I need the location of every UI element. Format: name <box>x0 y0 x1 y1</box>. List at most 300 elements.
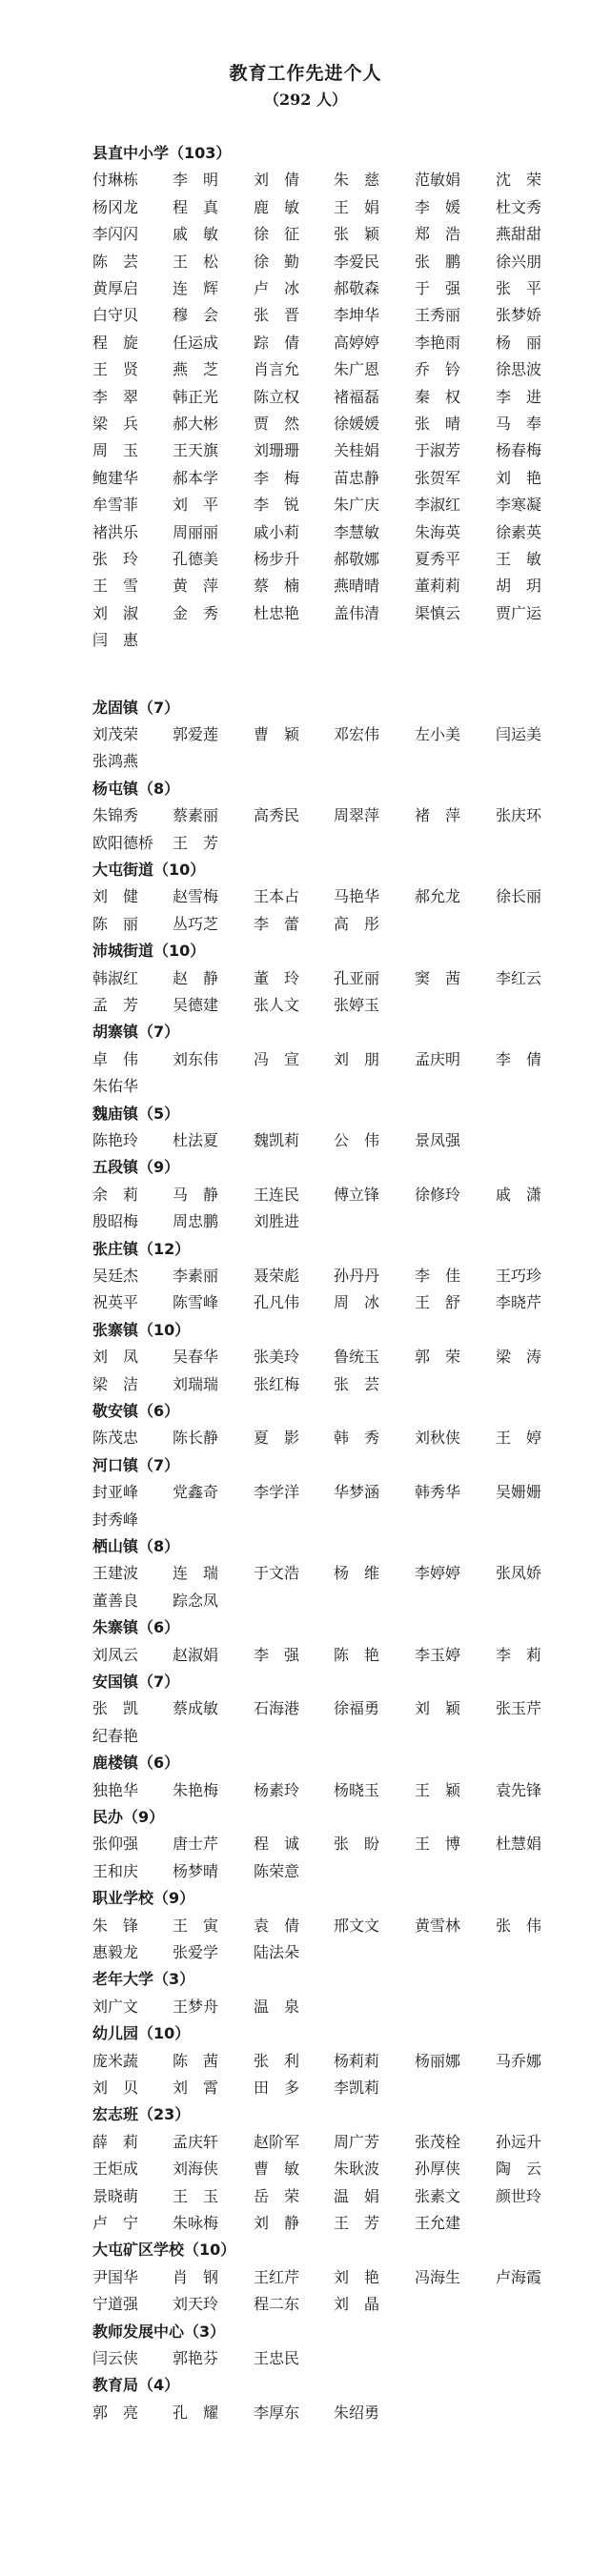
person-name: 余 莉 <box>92 1185 139 1204</box>
group-title: 县直中小学（103） <box>92 144 232 162</box>
group-title: 宏志班（23） <box>92 2105 191 2124</box>
person-name: 韩 秀 <box>334 1429 380 1448</box>
person-name: 孙厚侠 <box>415 2160 461 2179</box>
person-name: 孟 芳 <box>92 996 139 1014</box>
person-name: 程二东 <box>254 2295 300 2314</box>
person-name: 穆 会 <box>173 306 219 325</box>
person-name: 刘 艳 <box>496 468 542 487</box>
person-name: 刘 静 <box>254 2214 300 2232</box>
person-name: 冯 宣 <box>254 1049 300 1068</box>
person-name: 褚福磊 <box>334 387 380 406</box>
person-name: 陈荣意 <box>254 1861 300 1880</box>
person-name: 朱 锋 <box>92 1916 139 1935</box>
person-name: 郝允龙 <box>415 887 461 906</box>
person-name: 王 颖 <box>415 1780 461 1799</box>
person-name: 牟雪菲 <box>92 496 139 515</box>
person-name: 蔡 楠 <box>254 577 300 596</box>
person-name: 刘瑞瑞 <box>173 1374 219 1393</box>
person-name: 董莉莉 <box>415 577 461 596</box>
person-name: 黄厚启 <box>92 279 139 297</box>
group-title: 幼儿园（10） <box>92 2024 191 2043</box>
person-name: 冯海生 <box>415 2267 461 2286</box>
person-name: 陈 芸 <box>92 252 139 271</box>
person-name: 夏 影 <box>254 1429 300 1448</box>
person-name: 韩正光 <box>173 387 219 406</box>
person-name: 徐素英 <box>496 522 542 541</box>
person-name: 尹国华 <box>92 2267 139 2286</box>
person-name: 刘 凤 <box>92 1348 139 1367</box>
person-name: 杨素玲 <box>254 1780 300 1799</box>
person-name: 吴春华 <box>173 1348 219 1367</box>
person-name: 田 多 <box>254 2079 300 2097</box>
person-name: 石海港 <box>254 1699 300 1718</box>
person-name: 刘 倩 <box>254 171 300 190</box>
person-name: 刘 颖 <box>415 1699 461 1718</box>
person-name: 刘 艳 <box>334 2267 380 2286</box>
person-name: 张玉芹 <box>496 1699 542 1718</box>
person-name: 朱 慈 <box>334 171 380 190</box>
person-name: 张庆环 <box>496 806 542 825</box>
person-name: 沈 荣 <box>496 171 542 190</box>
group-title: 鹿楼镇（6） <box>92 1754 180 1773</box>
person-name: 景晓萌 <box>92 2186 139 2205</box>
person-name: 杨晓玉 <box>334 1780 380 1799</box>
person-name: 王 舒 <box>415 1293 461 1312</box>
person-name: 张 晴 <box>415 415 461 433</box>
person-name: 张 盼 <box>334 1835 380 1854</box>
person-name: 鲁统玉 <box>334 1348 380 1367</box>
person-name: 卢海霞 <box>496 2267 542 2286</box>
person-name: 夏秀平 <box>415 550 461 568</box>
person-name: 华梦涵 <box>334 1483 380 1502</box>
person-name: 王红芹 <box>254 2267 300 2286</box>
person-name: 王梦舟 <box>173 1997 219 2016</box>
person-name: 王本占 <box>254 887 300 906</box>
person-name: 王 芳 <box>334 2214 380 2232</box>
group-title: 沛城街道（10） <box>92 942 206 961</box>
person-name: 宁道强 <box>92 2295 139 2314</box>
person-name: 李淑红 <box>415 496 461 515</box>
person-name: 王巧珍 <box>496 1267 542 1285</box>
person-name: 张贺军 <box>415 468 461 487</box>
person-name: 赵雪梅 <box>173 887 219 906</box>
person-name: 周翠萍 <box>334 806 380 825</box>
person-name: 陈立权 <box>254 387 300 406</box>
person-name: 郝本学 <box>173 468 219 487</box>
group-title: 杨屯镇（8） <box>92 779 180 798</box>
person-name: 王 博 <box>415 1835 461 1854</box>
person-name: 董 玲 <box>254 968 300 987</box>
person-name: 褚 萍 <box>415 806 461 825</box>
person-name: 梁 兵 <box>92 415 139 433</box>
person-name: 刘 朋 <box>334 1049 380 1068</box>
person-name: 杨冈龙 <box>92 197 139 216</box>
person-name: 吴廷杰 <box>92 1267 139 1285</box>
person-name: 朱咏梅 <box>173 2214 219 2232</box>
person-name: 刘 霄 <box>173 2079 219 2097</box>
person-name: 白守贝 <box>92 306 139 325</box>
person-name: 刘 淑 <box>92 603 139 622</box>
person-name: 李艳雨 <box>415 333 461 352</box>
person-name: 戚小莉 <box>254 522 300 541</box>
group-title: 胡寨镇（7） <box>92 1023 180 1042</box>
group-title: 朱寨镇（6） <box>92 1618 180 1637</box>
person-name: 张婷玉 <box>334 996 380 1014</box>
person-name: 王允建 <box>415 2214 461 2232</box>
person-name: 任运成 <box>173 333 219 352</box>
person-name: 刘珊珊 <box>254 441 300 460</box>
person-name: 鲍建华 <box>92 468 139 487</box>
person-name: 周 冰 <box>334 1293 380 1312</box>
person-name: 欧阳德桥 <box>92 833 154 852</box>
group-title: 张庄镇（12） <box>92 1239 191 1258</box>
person-name: 王炬成 <box>92 2160 139 2179</box>
person-name: 孟庆轩 <box>173 2132 219 2151</box>
person-name: 李 明 <box>173 171 219 190</box>
person-name: 杜忠艳 <box>254 603 300 622</box>
person-name: 王 寅 <box>173 1916 219 1935</box>
person-name: 王 娟 <box>334 197 380 216</box>
person-name: 祝英平 <box>92 1293 139 1312</box>
person-name: 王 雪 <box>92 577 139 596</box>
person-name: 杨 丽 <box>496 333 542 352</box>
person-name: 王 芳 <box>173 833 219 852</box>
person-name: 周 玉 <box>92 441 139 460</box>
document-title: 教育工作先进个人 <box>229 63 382 84</box>
person-name: 刘秋侠 <box>415 1429 461 1448</box>
person-name: 李 媛 <box>415 197 461 216</box>
person-name: 赵淑娟 <box>173 1645 219 1664</box>
person-name: 于文浩 <box>254 1564 300 1583</box>
person-name: 李坤华 <box>334 306 380 325</box>
person-name: 周丽丽 <box>173 522 219 541</box>
person-name: 独艳华 <box>92 1780 139 1799</box>
person-name: 王建波 <box>92 1564 139 1583</box>
person-name: 徐长丽 <box>496 887 542 906</box>
person-name: 陆法朵 <box>254 1943 300 1961</box>
person-name: 徐 征 <box>254 225 300 244</box>
group-title: 张寨镇（10） <box>92 1320 191 1339</box>
person-name: 邢文文 <box>334 1916 380 1935</box>
person-name: 戚 敏 <box>173 225 219 244</box>
person-name: 程 真 <box>173 197 219 216</box>
person-name: 朱海英 <box>415 522 461 541</box>
person-name: 李慧敏 <box>334 522 380 541</box>
person-name: 孙丹丹 <box>334 1267 380 1285</box>
person-name: 温 泉 <box>254 1997 300 2016</box>
person-name: 张凤娇 <box>496 1564 542 1583</box>
person-name: 封亚峰 <box>92 1483 139 1502</box>
person-name: 李 梅 <box>254 468 300 487</box>
group-title: 魏庙镇（5） <box>92 1104 180 1123</box>
group-title: 老年大学（3） <box>92 1970 195 1989</box>
person-name: 肖言允 <box>254 360 300 379</box>
person-name: 张 鹏 <box>415 252 461 271</box>
person-name: 刘凤云 <box>92 1645 139 1664</box>
person-name: 闫运美 <box>496 725 542 743</box>
person-name: 褚洪乐 <box>92 522 139 541</box>
person-name: 李 倩 <box>496 1049 542 1068</box>
person-name: 陈 丽 <box>92 914 139 933</box>
person-name: 郝敬森 <box>334 279 380 297</box>
person-name: 张 凯 <box>92 1699 139 1718</box>
person-name: 杨步升 <box>254 550 300 568</box>
group-title: 大屯街道（10） <box>92 861 206 879</box>
person-name: 李 翠 <box>92 387 139 406</box>
person-name: 朱锦秀 <box>92 806 139 825</box>
person-name: 张红梅 <box>254 1374 300 1393</box>
person-name: 徐思波 <box>496 360 542 379</box>
person-name: 郭 亮 <box>92 2403 139 2422</box>
person-name: 郭爱莲 <box>173 725 219 743</box>
person-name: 杨丽娜 <box>415 2051 461 2070</box>
person-name: 程 诚 <box>254 1835 300 1854</box>
group-title: 河口镇（7） <box>92 1455 180 1474</box>
person-name: 燕甜甜 <box>496 225 542 244</box>
person-name: 朱佑华 <box>92 1077 139 1096</box>
person-name: 张 颖 <box>334 225 380 244</box>
group-title: 教师发展中心（3） <box>92 2322 226 2341</box>
person-name: 刘 健 <box>92 887 139 906</box>
person-name: 杜文秀 <box>496 197 542 216</box>
person-name: 孟庆明 <box>415 1049 461 1068</box>
person-name: 李婷婷 <box>415 1564 461 1583</box>
person-name: 王 松 <box>173 252 219 271</box>
person-name: 惠毅龙 <box>92 1943 139 1961</box>
person-name: 杨 维 <box>334 1564 380 1583</box>
document-subtitle: （292 人） <box>264 91 347 109</box>
person-name: 公 伟 <box>334 1131 380 1149</box>
person-name: 李玉婷 <box>415 1645 461 1664</box>
person-name: 连 瑞 <box>173 1564 219 1583</box>
person-name: 刘东伟 <box>173 1049 219 1068</box>
person-name: 吴姗姗 <box>496 1483 542 1502</box>
person-name: 刘 贝 <box>92 2079 139 2097</box>
person-name: 高婷婷 <box>334 333 380 352</box>
group-title: 教育局（4） <box>92 2376 180 2395</box>
group-title: 五段镇（9） <box>92 1158 180 1177</box>
person-name: 陈 艳 <box>334 1645 380 1664</box>
person-name: 李 莉 <box>496 1645 542 1664</box>
person-name: 张 平 <box>496 279 542 297</box>
person-name: 李 锐 <box>254 496 300 515</box>
person-name: 薛 莉 <box>92 2132 139 2151</box>
group-title: 龙固镇（7） <box>92 698 180 717</box>
person-name: 王 贤 <box>92 360 139 379</box>
person-name: 张 芸 <box>334 1374 380 1393</box>
person-name: 肖 钢 <box>173 2267 219 2286</box>
person-name: 袁先锋 <box>496 1780 542 1799</box>
person-name: 张 晋 <box>254 306 300 325</box>
person-name: 郑 浩 <box>415 225 461 244</box>
person-name: 曹 敏 <box>254 2160 300 2179</box>
person-name: 刘胜进 <box>254 1212 300 1231</box>
person-name: 杨梦晴 <box>173 1861 219 1880</box>
person-name: 乔 钤 <box>415 360 461 379</box>
person-name: 殷昭梅 <box>92 1212 139 1231</box>
person-name: 关桂娟 <box>334 441 380 460</box>
person-name: 张爱学 <box>173 1943 219 1961</box>
person-name: 孔亚丽 <box>334 968 380 987</box>
person-name: 范敏娟 <box>415 171 461 190</box>
person-name: 赵阶军 <box>254 2132 300 2151</box>
person-name: 王秀丽 <box>415 306 461 325</box>
person-name: 封秀峰 <box>92 1510 139 1529</box>
person-name: 朱绍勇 <box>334 2403 380 2422</box>
person-name: 闫云侠 <box>92 2349 139 2367</box>
person-name: 连 辉 <box>173 279 219 297</box>
person-name: 金 秀 <box>173 603 219 622</box>
person-name: 岳 荣 <box>254 2186 300 2205</box>
person-name: 王天旗 <box>173 441 219 460</box>
person-name: 纪春艳 <box>92 1726 139 1745</box>
group-title: 安国镇（7） <box>92 1673 180 1691</box>
person-name: 陈艳玲 <box>92 1131 139 1149</box>
person-name: 朱耿波 <box>334 2160 380 2179</box>
person-name: 袁 倩 <box>254 1916 300 1935</box>
person-name: 卢 宁 <box>92 2214 139 2232</box>
person-name: 魏凯莉 <box>254 1131 300 1149</box>
person-name: 黄 萍 <box>173 577 219 596</box>
person-name: 陈雪峰 <box>173 1293 219 1312</box>
person-name: 陶 云 <box>496 2160 542 2179</box>
person-name: 马 奉 <box>496 415 542 433</box>
person-name: 于 强 <box>415 279 461 297</box>
person-name: 张 玲 <box>92 550 139 568</box>
person-name: 孔凡伟 <box>254 1293 300 1312</box>
person-name: 王连民 <box>254 1185 300 1204</box>
person-name: 李闪闪 <box>92 225 139 244</box>
person-name: 王和庆 <box>92 1861 139 1880</box>
person-name: 张仰强 <box>92 1835 139 1854</box>
group-title: 敬安镇（6） <box>92 1402 180 1420</box>
person-name: 李凯莉 <box>334 2079 380 2097</box>
person-name: 高 彤 <box>334 914 380 933</box>
person-name: 踪 倩 <box>254 333 300 352</box>
person-name: 张人文 <box>254 996 300 1014</box>
group-title: 栖山镇（8） <box>92 1537 180 1555</box>
person-name: 徐福勇 <box>334 1699 380 1718</box>
person-name: 傅立锋 <box>334 1185 380 1204</box>
person-name: 燕晴晴 <box>334 577 380 596</box>
person-name: 徐媛媛 <box>334 415 380 433</box>
person-name: 蔡成敏 <box>173 1699 219 1718</box>
group-title: 民办（9） <box>92 1808 165 1826</box>
person-name: 高秀民 <box>254 806 300 825</box>
person-name: 周忠鹏 <box>173 1212 219 1231</box>
person-name: 朱广庆 <box>334 496 380 515</box>
person-name: 马乔娜 <box>496 2051 542 2070</box>
person-name: 张梦娇 <box>496 306 542 325</box>
person-name: 张 利 <box>254 2051 300 2070</box>
person-name: 卓 伟 <box>92 1049 139 1068</box>
person-name: 陈长静 <box>173 1429 219 1448</box>
person-name: 燕 芝 <box>173 360 219 379</box>
person-name: 邓宏伟 <box>334 725 380 743</box>
person-name: 蔡素丽 <box>173 806 219 825</box>
person-name: 李学洋 <box>254 1483 300 1502</box>
person-name: 赵 静 <box>173 968 219 987</box>
person-name: 韩秀华 <box>415 1483 461 1502</box>
person-name: 秦 权 <box>415 387 461 406</box>
person-name: 李 蕾 <box>254 914 300 933</box>
person-name: 李红云 <box>496 968 542 987</box>
person-name: 王 敏 <box>496 550 542 568</box>
person-name: 党鑫奇 <box>173 1483 219 1502</box>
person-name: 李厚东 <box>254 2403 300 2422</box>
person-name: 李 进 <box>496 387 542 406</box>
person-name: 吴德建 <box>173 996 219 1014</box>
group-title: 大屯矿区学校（10） <box>92 2241 236 2260</box>
person-name: 程 旋 <box>92 333 139 352</box>
person-name: 刘广文 <box>92 1997 139 2016</box>
person-name: 渠慎云 <box>415 603 461 622</box>
person-name: 刘 平 <box>173 496 219 515</box>
person-name: 胡 玥 <box>496 577 542 596</box>
person-name: 陈 茜 <box>173 2051 219 2070</box>
person-name: 贾 然 <box>254 415 300 433</box>
person-name: 聂荣彪 <box>254 1267 300 1285</box>
person-name: 庞米蔬 <box>92 2051 139 2070</box>
person-name: 刘天玲 <box>173 2295 219 2314</box>
person-name: 刘 晶 <box>334 2295 380 2314</box>
person-name: 周广芳 <box>334 2132 380 2151</box>
person-name: 戚 潇 <box>496 1185 542 1204</box>
person-name: 贾广运 <box>496 603 542 622</box>
person-name: 马 静 <box>173 1185 219 1204</box>
person-name: 徐兴朋 <box>496 252 542 271</box>
person-name: 韩淑红 <box>92 968 139 987</box>
person-name: 张 伟 <box>496 1916 542 1935</box>
person-name: 郝敬娜 <box>334 550 380 568</box>
person-name: 颜世玲 <box>496 2186 542 2205</box>
person-name: 王 婷 <box>496 1429 542 1448</box>
person-name: 王忠民 <box>254 2349 300 2367</box>
person-name: 唐士芹 <box>173 1835 219 1854</box>
group-title: 职业学校（9） <box>92 1889 195 1908</box>
person-name: 张素文 <box>415 2186 461 2205</box>
person-name: 张美玲 <box>254 1348 300 1367</box>
person-name: 梁 涛 <box>496 1348 542 1367</box>
person-name: 左小美 <box>415 725 461 743</box>
person-name: 闫 惠 <box>92 631 139 650</box>
person-name: 卢 冰 <box>254 279 300 297</box>
person-name: 温 娟 <box>334 2186 380 2205</box>
person-name: 李素丽 <box>173 1267 219 1285</box>
person-name: 景凤强 <box>415 1131 461 1149</box>
person-name: 李爱民 <box>334 252 380 271</box>
person-name: 杨莉莉 <box>334 2051 380 2070</box>
person-name: 踪念凤 <box>173 1591 219 1610</box>
person-name: 朱艳梅 <box>173 1780 219 1799</box>
person-name: 孔 耀 <box>173 2403 219 2422</box>
person-name: 苗忠静 <box>334 468 380 487</box>
person-name: 曹 颖 <box>254 725 300 743</box>
person-name: 李 佳 <box>415 1267 461 1285</box>
person-name: 盖伟清 <box>334 603 380 622</box>
person-name: 郭艳芬 <box>173 2349 219 2367</box>
person-name: 董善良 <box>92 1591 139 1610</box>
person-name: 李寒凝 <box>496 496 542 515</box>
person-name: 张茂栓 <box>415 2132 461 2151</box>
person-name: 马艳华 <box>334 887 380 906</box>
person-name: 郭 荣 <box>415 1348 461 1367</box>
person-name: 杜慧娟 <box>496 1835 542 1854</box>
person-name: 黄雪林 <box>415 1916 461 1935</box>
person-name: 于淑芳 <box>415 441 461 460</box>
person-name: 窦 茜 <box>415 968 461 987</box>
person-name: 梁 洁 <box>92 1374 139 1393</box>
